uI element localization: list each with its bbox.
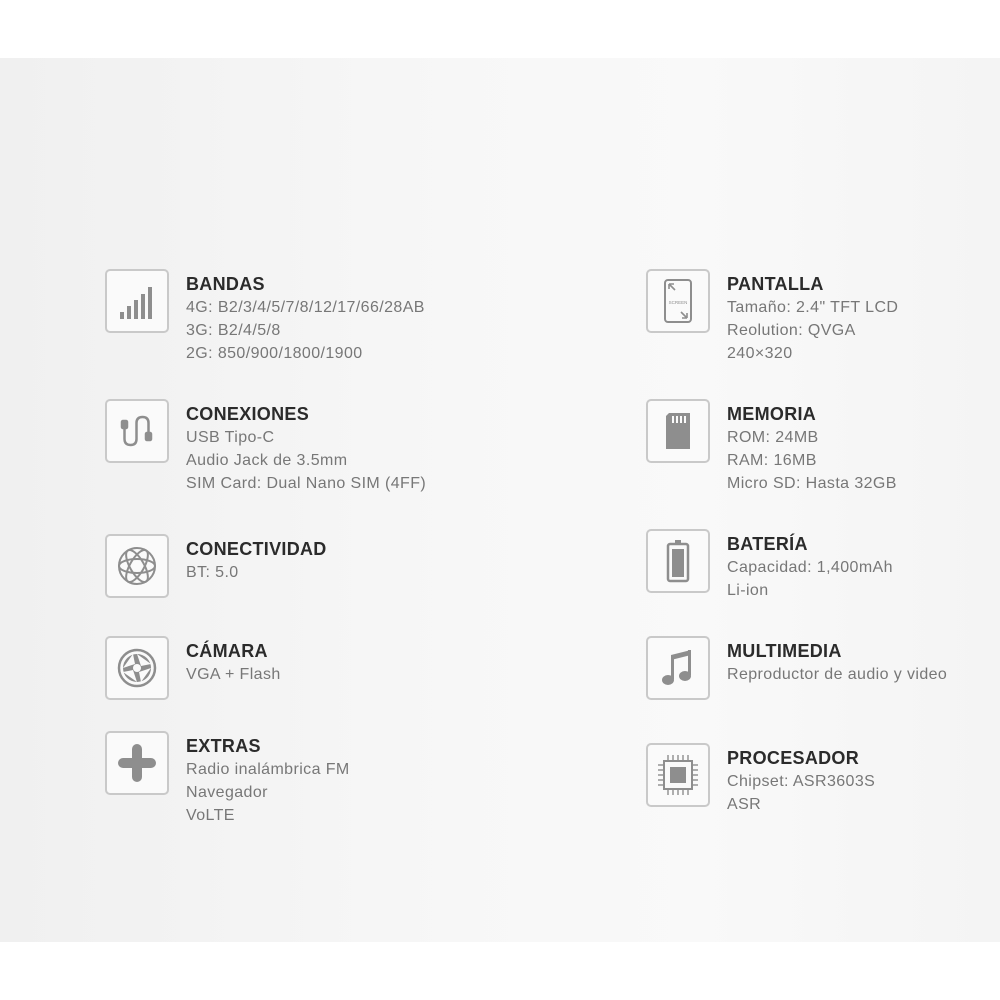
chip-icon bbox=[646, 743, 710, 807]
spec-line: RAM: 16MB bbox=[727, 452, 817, 469]
spec-line: VGA + Flash bbox=[186, 666, 281, 683]
camera-shutter-icon bbox=[105, 636, 169, 700]
spec-line: Micro SD: Hasta 32GB bbox=[727, 475, 897, 492]
spec-line: USB Tipo-C bbox=[186, 429, 275, 446]
music-note-icon bbox=[646, 636, 710, 700]
connectivity-globe-icon bbox=[105, 534, 169, 598]
spec-title: MULTIMEDIA bbox=[727, 641, 842, 661]
spec-line: VoLTE bbox=[186, 807, 235, 824]
usb-cable-icon bbox=[105, 399, 169, 463]
battery-icon bbox=[646, 529, 710, 593]
spec-line: 4G: B2/3/4/5/7/8/12/17/66/28AB bbox=[186, 299, 425, 316]
spec-pantalla bbox=[646, 273, 898, 365]
spec-line: ASR bbox=[727, 796, 762, 813]
spec-line: Radio inalámbrica FM bbox=[186, 761, 350, 778]
screen-icon bbox=[646, 269, 710, 333]
spec-bandas bbox=[105, 273, 425, 365]
signal-bars-icon bbox=[105, 269, 169, 333]
spec-title: MEMORIA bbox=[727, 404, 817, 424]
specs-panel bbox=[0, 58, 1000, 942]
spec-title: PANTALLA bbox=[727, 274, 824, 294]
spec-line: 2G: 850/900/1800/1900 bbox=[186, 345, 363, 362]
spec-line: Navegador bbox=[186, 784, 268, 801]
spec-multimedia bbox=[646, 640, 947, 700]
plus-icon bbox=[105, 731, 169, 795]
spec-line: Capacidad: 1,400mAh bbox=[727, 559, 893, 576]
spec-line: 240×320 bbox=[727, 345, 793, 362]
spec-line: Reolution: QVGA bbox=[727, 322, 856, 339]
spec-title: CÁMARA bbox=[186, 641, 268, 661]
spec-line: SIM Card: Dual Nano SIM (4FF) bbox=[186, 475, 427, 492]
spec-conexiones bbox=[105, 403, 426, 495]
spec-line: Li-ion bbox=[727, 582, 769, 599]
spec-camara bbox=[105, 640, 281, 700]
spec-title: CONEXIONES bbox=[186, 404, 310, 424]
spec-title: PROCESADOR bbox=[727, 748, 860, 768]
spec-title: EXTRAS bbox=[186, 736, 261, 756]
sd-card-icon bbox=[646, 399, 710, 463]
spec-line: 3G: B2/4/5/8 bbox=[186, 322, 281, 339]
spec-title: CONECTIVIDAD bbox=[186, 539, 327, 559]
spec-procesador bbox=[646, 747, 875, 816]
spec-line: BT: 5.0 bbox=[186, 564, 239, 581]
spec-line: Audio Jack de 3.5mm bbox=[186, 452, 348, 469]
spec-line: Chipset: ASR3603S bbox=[727, 773, 876, 790]
spec-line: ROM: 24MB bbox=[727, 429, 819, 446]
spec-memoria bbox=[646, 403, 897, 495]
spec-title: BANDAS bbox=[186, 274, 265, 294]
spec-bateria bbox=[646, 533, 893, 602]
spec-extras bbox=[105, 735, 350, 827]
spec-line: Tamaño: 2.4" TFT LCD bbox=[727, 299, 899, 316]
spec-conectividad bbox=[105, 538, 327, 598]
spec-title: BATERÍA bbox=[727, 534, 808, 554]
screen-icon-label: SCREEN bbox=[668, 300, 688, 305]
spec-line: Reproductor de audio y video bbox=[727, 666, 948, 683]
